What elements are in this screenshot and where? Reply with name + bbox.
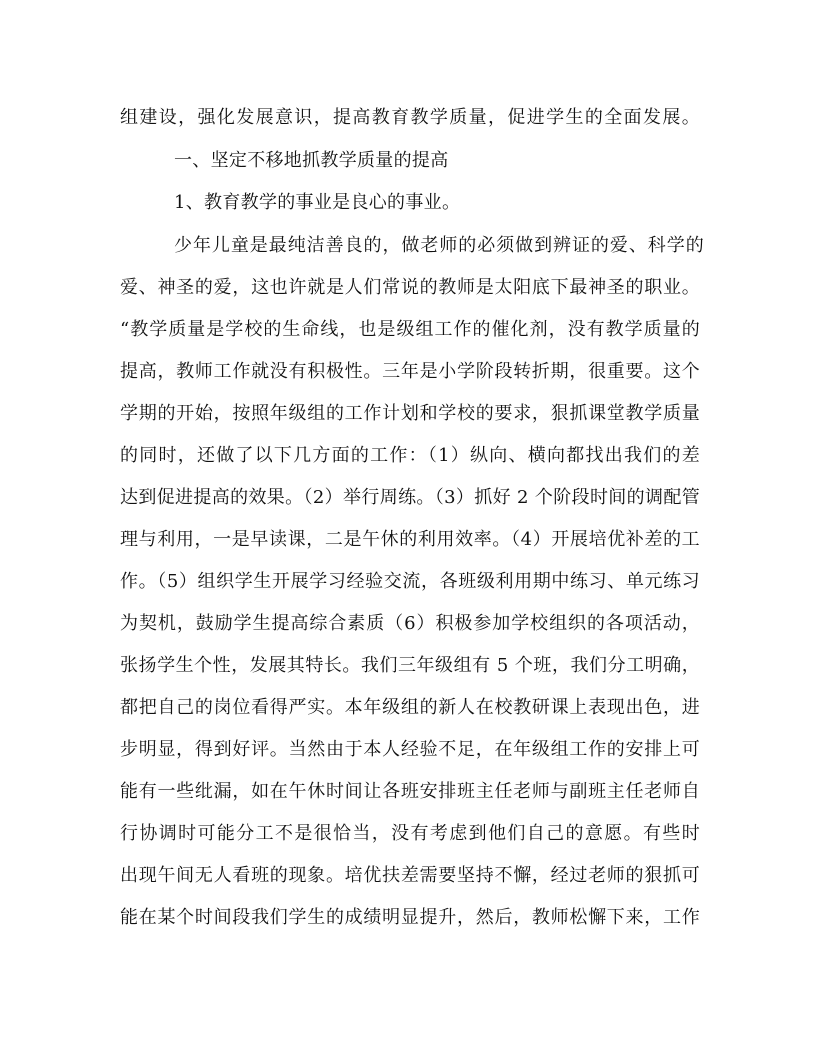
paragraph-line: 理与利用，一是早读课，二是午休的利用效率。（4）开展培优补差的工: [120, 529, 700, 550]
paragraph-line: 行协调时可能分工不是很恰当，没有考虑到他们自己的意愿。有些时: [120, 823, 700, 844]
subsection-heading: 1、教育教学的事业是良心的事业。: [174, 192, 461, 213]
paragraph-line: 张扬学生个性，发展其特长。我们三年级组有 5 个班，我们分工明确，: [120, 655, 700, 676]
paragraph-line: 学期的开始，按照年级组的工作计划和学校的要求，狠抓课堂教学质量: [120, 403, 700, 424]
paragraph-line: “教学质量是学校的生命线，也是级组工作的催化剂，没有教学质量的: [120, 319, 700, 340]
paragraph-line: 步明显，得到好评。当然由于本人经验不足，在年级组工作的安排上可: [120, 739, 700, 760]
paragraph-line: 的同时，还做了以下几方面的工作：（1）纵向、横向都找出我们的差: [120, 445, 700, 466]
paragraph-line: 为契机，鼓励学生提高综合素质（6）积极参加学校组织的各项活动，: [120, 613, 700, 634]
paragraph-line: 能在某个时间段我们学生的成绩明显提升，然后，教师松懈下来，工作: [120, 907, 700, 928]
paragraph-line: 能有一些纰漏，如在午休时间让各班安排班主任老师与副班主任老师自: [120, 781, 700, 802]
paragraph-line: 达到促进提高的效果。（2）举行周练。（3）抓好 2 个阶段时间的调配管: [120, 487, 700, 508]
section-heading: 一、坚定不移地抓教学质量的提高: [174, 150, 449, 171]
paragraph-line: 出现午间无人看班的现象。培优扶差需要坚持不懈，经过老师的狠抓可: [120, 865, 700, 886]
paragraph-line: 爱、神圣的爱，这也许就是人们常说的教师是太阳底下最神圣的职业。: [120, 277, 700, 298]
paragraph-line: 少年儿童是最纯洁善良的，做老师的必须做到辨证的爱、科学的: [174, 235, 704, 256]
paragraph-line: 作。（5）组织学生开展学习经验交流，各班级利用期中练习、单元练习: [120, 571, 700, 592]
paragraph-line: 组建设，强化发展意识，提高教育教学质量，促进学生的全面发展。: [120, 107, 700, 128]
paragraph-line: 都把自己的岗位看得严实。本年级组的新人在校教研课上表现出色，进: [120, 697, 700, 718]
paragraph-line: 提高，教师工作就没有积极性。三年是小学阶段转折期，很重要。这个: [120, 361, 700, 382]
